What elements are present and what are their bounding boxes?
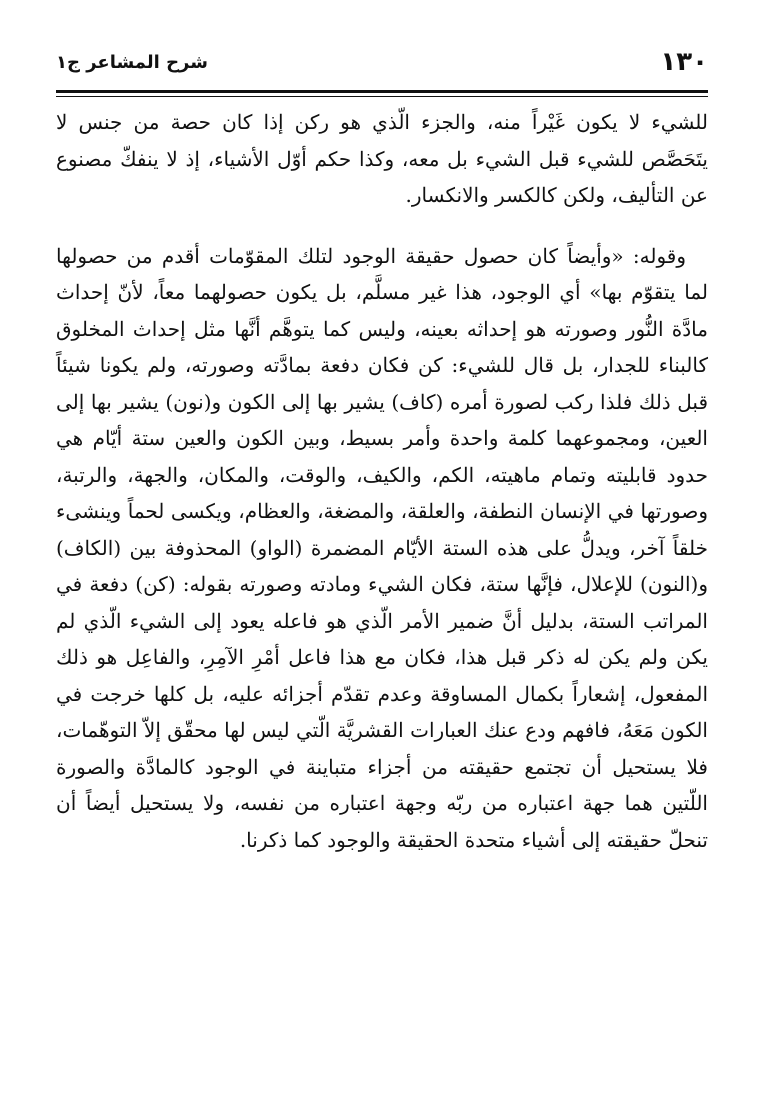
header-rule-thick <box>56 90 708 93</box>
body-text <box>56 104 708 858</box>
book-title: شرح المشاعر ج١ <box>56 51 208 73</box>
paragraph-2: وقوله: «وأيضاً كان حصول حقيقة الوجود لتلك المقوّمات أقدم من حصولها لما يتقوّم بها» أي الوجود، هذا غير مسلَّم، بل يكون حصولهما معاً، لأنّ إحداث مادَّة النُّور وصورته هو إحداثه بعينه، وليس كما يتوهَّم أنَّها مثل إحداث المخلوق كالبناء للجدار، بل قال للشيء: كن فكان دفعة بمادَّته وصورته، ولم يكونا شيئاً قبل ذلك فلذا ركب لصورة أمره (كاف) يشير بها إلى الكون و(نون) يشير بها إلى العين، ومجموعهما كلمة واحدة وأمر بسيط، وبين الكون والعين ستة أيّام هي حدود قابليته وتمام ماهيته، الكم، والكيف، والوقت، والمكان، والجهة، والرتبة، وصورتها في الإنسان النطفة، والعلقة، والمضغة، والعظام، ويكسى لحماً وينشىء خلقاً آخر، ويدلُّ على هذه الستة الأيّام المضمرة (الواو) المحذوفة بين (الكاف) و(النون) للإعلال، فإنَّها ستة، فكان الشيء ومادته وصورته بقوله: (كن) دفعة في المراتب الستة، بدليل أنَّ ضمير الأمر الّذي هو فاعله يعود إلى الشيء الّذي لم يكن ولم يكن له ذكر قبل هذا، فكان مع هذا فاعل أمْرِ الآمِرِ، والفاعِل هو ذلك المفعول، إشعاراً بكمال المساوقة وعدم تقدّم أجزائه عليه، بل كلها خرجت في الكون مَعَهُ، فافهم ودع عنك العبارات القشريَّة الّتي ليس لها محقّق إلاّ التوهّمات، فلا يستحيل أن تجتمع حقيقته من أجزاء متباينة في الوجود كالمادَّة والصورة اللّتين هما جهة اعتباره من ربّه وجهة اعتباره من نفسه، ولا يستحيل أيضاً أن تنحلّ حقيقته إلى أشياء متحدة الحقيقة والوجود كما ذكرنا. <box>56 243 709 852</box>
paragraph-1: للشيء لا يكون غَيْراً منه، والجزء الّذي هو ركن إذا كان حصة من جنس لا يتَحَصَّص للشيء قبل الشيء بل معه، وكذا حكم أوّل الأشياء، إذ لا ينفكّ مصنوع عن التأليف، ولكن كالكسر والانكسار. <box>56 110 708 207</box>
running-header <box>56 40 708 84</box>
header-rule-thin <box>56 96 708 97</box>
page-number: ١٣٠ <box>660 47 708 77</box>
